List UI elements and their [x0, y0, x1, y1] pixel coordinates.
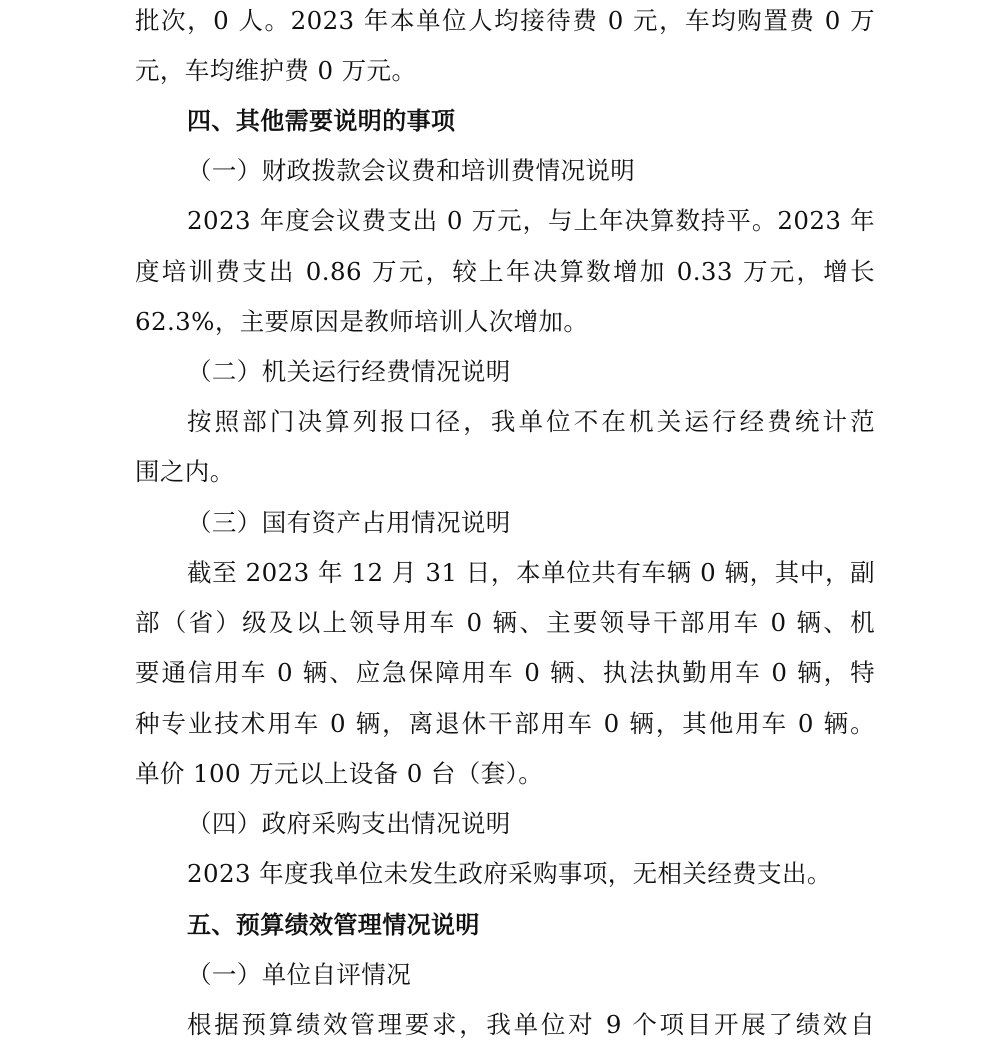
text-line: 62.3%，主要原因是教师培训人次增加。	[135, 307, 589, 336]
text-line: 围之内。	[135, 457, 235, 486]
subsection-heading: （一）财政拨款会议费和培训费情况说明	[187, 156, 636, 185]
text-line: 2023 年度会议费支出 0 万元，与上年决算数持平。2023 年	[187, 206, 875, 235]
text-line: 截至 2023 年 12 月 31 日，本单位共有车辆 0 辆，其中，副	[187, 558, 875, 587]
subsection-heading: （四）政府采购支出情况说明	[187, 809, 511, 838]
subsection-heading: （三）国有资产占用情况说明	[187, 508, 511, 537]
text-line: 2023 年度我单位未发生政府采购事项，无相关经费支出。	[187, 859, 832, 888]
text-line: 单价 100 万元以上设备 0 台（套）。	[135, 759, 544, 788]
subsection-heading: （一）单位自评情况	[187, 960, 412, 989]
text-line: 元，车均维护费 0 万元。	[135, 56, 417, 85]
text-line: 种专业技术用车 0 辆，离退休干部用车 0 辆，其他用车 0 辆。	[135, 709, 875, 738]
text-line: 要通信用车 0 辆、应急保障用车 0 辆、执法执勤用车 0 辆，特	[135, 658, 875, 687]
text-line: 批次，0 人。2023 年本单位人均接待费 0 元，车均购置费 0 万	[135, 6, 875, 35]
text-line: 根据预算绩效管理要求，我单位对 9 个项目开展了绩效自	[187, 1010, 875, 1039]
text-line: 部（省）级及以上领导用车 0 辆、主要领导干部用车 0 辆、机	[135, 608, 875, 637]
text-line: 按照部门决算列报口径，我单位不在机关运行经费统计范	[187, 407, 875, 436]
subsection-heading: （二）机关运行经费情况说明	[187, 357, 511, 386]
section-heading: 五、预算绩效管理情况说明	[187, 911, 480, 939]
section-heading: 四、其他需要说明的事项	[187, 107, 456, 135]
text-line: 度培训费支出 0.86 万元，较上年决算数增加 0.33 万元，增长	[135, 257, 875, 286]
